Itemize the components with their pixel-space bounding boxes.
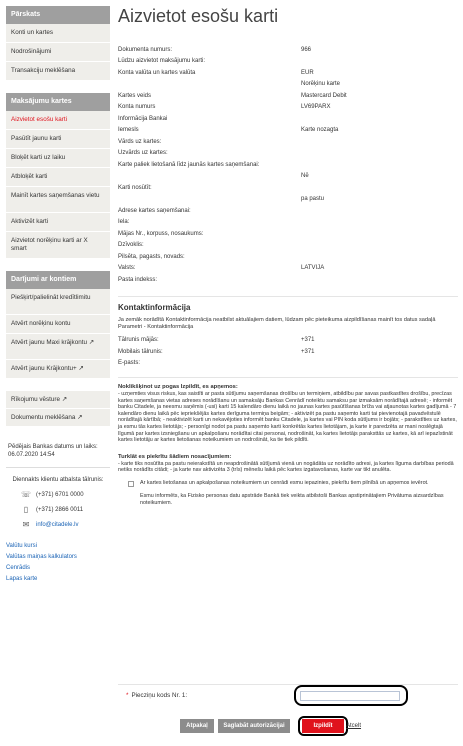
phone2-line (20, 505, 110, 514)
overview-panel-title: Pārskats (6, 6, 110, 24)
phone1-line (20, 490, 110, 499)
deals-panel-title: Darījumi ar kontiem (6, 271, 110, 289)
detail-label: Dokumenta numurs: (118, 46, 173, 53)
save-for-authorization-button[interactable]: Saglabāt autorizācijai (218, 719, 290, 733)
contact-value: +371 (301, 348, 315, 355)
phone-icon: ☏ (20, 490, 31, 499)
sidebar-item-activate-card[interactable]: Aktivizēt karti (6, 213, 110, 232)
execute-button-highlight (298, 716, 348, 736)
last-updated: Pēdējais Bankas datums un laiks: 06.07.2020 14:54 (6, 439, 110, 468)
support-email[interactable]: info@citadele.lv (36, 521, 79, 528)
email-line (20, 520, 110, 529)
sidebar-item-order-card[interactable]: Pasūtīt jaunu karti (6, 130, 110, 149)
code-label (126, 692, 187, 699)
terms2-text: - karte tiks nosūtīta pa pastu neierakstītā un neapdrošinātā sūtījumā vienā un nogādāta uz norādīto adresi, ja kartes līguma darbības periodā netiks norādīts citādi; - ja karte nav aktivizēta 3 (trīs) mēnešu laikā pēc kartes izgatavošanas, karte var tikt anulēta. (118, 460, 454, 474)
detail-label: Dzīvoklis: (118, 242, 144, 249)
detail-label: Uzvārds uz kartes: (118, 150, 168, 157)
detail-value: EUR (301, 69, 314, 76)
envelope-icon: ✉ (22, 520, 30, 529)
phone1: (+371) 6701 0000 (36, 491, 84, 498)
sidebar-item-replace-xsmart[interactable]: Aizvietot norēķinu karti ar X smart (6, 232, 110, 259)
link-price-list[interactable]: Cenrādis (6, 565, 31, 571)
detail-label: Lūdzu aizvietot maksājumu karti: (118, 58, 206, 65)
detail-label: Kartes veids (118, 92, 152, 99)
detail-value: Norēķinu karte (301, 81, 341, 88)
contact-label: Tālrunis mājās: (118, 337, 159, 344)
detail-label: Konta numurs (118, 104, 156, 111)
sidebar (6, 6, 110, 587)
sidebar-item-block-card[interactable]: Bloķēt karti uz laiku (6, 149, 110, 168)
terms1-text: - uzņemties visus riskus, kas saistīti ar pasta sūtījumu saņemšanas drošību un termiņiem, atbildību par savas pastkastītes drošību, precīzas kartes saņemšanas vietas adreses norādīšanu un samaksāju Bankas Cenrādī noteiktu samaksu par izmaksām norādītajā adresē; - informēt banku Citadele, ja neesmu saņēmis (-usi) karti 15 kalendāro dienu laikā no jaunas kartes pasūtīšanas brīža vai atjaunotas kartes gadījumā - 7 kalendāro dienu laikā pēc iepriekšējās kartes derīguma termiņa beigām; - aktivizēt pa pastu saņemto karti tai pievienotajā pavadvēstulē norādītajā kārtībā; - neaktivizēt karti un nekavējoties informēt banku Citadele, ja kartes vai PIN koda sūtījums ir bojāts; - parakstīties uz kartes, ja esmu tās kartes lietotājs; - personīgi nodot pa pastu saņemto karti konkrētās kartes lietotājam, ja karte ir paredzēta ar mani noslēgtajā līgumā par kartes izsniegšanu un apkalpošanu norādītai citai personai, nodrošināt, ka kartes lietotājs paraksttās uz kartes, kā arī iepazīstināt kartes lietotāju ar kartes lietošanas noteikumiem un nodrošināt, ka tie tiek pildīti. (118, 391, 457, 444)
link-sitemap[interactable]: Lapas karte (6, 576, 38, 582)
execute-button[interactable]: Izpildīt (302, 719, 344, 733)
back-button[interactable]: Atpakaļ (180, 719, 214, 733)
code-input-highlight (294, 685, 408, 706)
agree-terms-text: Ar kartes lietošanas un apkalpošanas noteikumiem un cenrādi esmu iepazinies, piekrītu tiem pilnībā un apņemos ievērot. (140, 479, 429, 486)
code-row (118, 684, 458, 708)
sidebar-item-credit-limit[interactable]: Piešķirt/palielināt kredītlimitu (6, 289, 110, 315)
detail-label: Valsts: (118, 265, 136, 272)
privacy-text: Esmu informēts, ka Fizisko personas datu apstrāde Bankā tiek veikta atbilstoši Bankas apstiprinātajiem Privātuma aizsardzības noteikumiem. (140, 492, 444, 506)
contact-value: +371 (301, 337, 315, 344)
detail-value: Mastercard Debit (301, 92, 347, 99)
required-marker: * (126, 692, 129, 699)
detail-value: Nē (301, 173, 309, 180)
action-buttons (118, 716, 458, 738)
mobile-icon: ▯ (23, 505, 29, 514)
detail-value: pa pastu (301, 196, 325, 203)
detail-value: LV69PARX (301, 104, 331, 111)
deals-panel (6, 271, 110, 379)
overview-panel (6, 6, 110, 81)
phone2: (+371) 2866 0011 (36, 506, 84, 513)
contact-label: Mobilais tālrunis: (118, 348, 163, 355)
detail-value: Karte nozagta (301, 127, 339, 134)
detail-label: Iela: (118, 219, 130, 226)
cards-panel-title: Maksājumu kartes (6, 93, 110, 111)
support-title: Diennakts klientu atbalsta tālrunis: (12, 477, 104, 483)
code-input[interactable] (300, 691, 400, 701)
sidebar-item-order-history[interactable]: Rīkojumu vēsture ↗ (6, 391, 110, 409)
sidebar-item-open-maxi[interactable]: Atvērt jaunu Maxi krājkontu ↗ (6, 334, 110, 360)
page-title: Aizvietot esošu karti (118, 6, 279, 26)
sidebar-item-replace-card[interactable]: Aizvietot esošu karti (6, 111, 110, 130)
sidebar-item-collaterals[interactable]: Nodrošinājumi (6, 43, 110, 62)
contact-section-title: Kontaktinformācija (118, 296, 458, 312)
link-currency-rates[interactable]: Valūtu kursi (6, 543, 37, 549)
contact-label: E-pasts: (118, 360, 141, 367)
terms1-title: Noklikšķinot uz pogas Izpildīt, es apņemos: (118, 384, 238, 390)
detail-label: Iemesls (118, 127, 139, 134)
detail-value: LATVIJA (301, 265, 325, 272)
link-exchange-calculator[interactable]: Valūtas maiņas kalkulators (6, 554, 77, 560)
detail-label: Vārds uz kartes: (118, 138, 162, 145)
detail-label: Informācija Bankai (118, 115, 168, 122)
detail-label: Konta valūta un kartes valūta (118, 69, 196, 76)
sidebar-item-unblock-card[interactable]: Atbloķēt karti (6, 168, 110, 187)
detail-label: Karti nosūtīt: (118, 184, 152, 191)
contact-info-text: Ja zemāk norādītā Kontaktinformācija neatbilst aktuālajiem datiem, lūdzam pēc pieteikuma aizpildīšanas mainīt tos datus sadaļā Parametri - Kontaktinformācija (118, 316, 436, 330)
detail-label: Mājas Nr., korpuss, nosaukums: (118, 230, 204, 237)
detail-label: Adrese kartes saņemšanai: (118, 207, 191, 214)
sidebar-item-transaction-search[interactable]: Transakciju meklēšana (6, 62, 110, 81)
code-label-text: Piecziņu kods Nr. 1: (131, 692, 188, 699)
sidebar-item-accounts-cards[interactable]: Konti un kartes (6, 24, 110, 43)
detail-value: 966 (301, 46, 312, 53)
sidebar-item-open-savings[interactable]: Atvērt jaunu Krājkontu+ ↗ (6, 360, 110, 379)
detail-label: Karte paliek lietošanā līdz jaunās kartes saņemšanai: (118, 161, 260, 168)
detail-label: Pilsēta, pagasts, novads: (118, 253, 185, 260)
cards-panel (6, 93, 110, 259)
cancel-link[interactable]: Atcelt (346, 723, 362, 729)
sidebar-item-open-account[interactable]: Atvērt norēķinu kontu (6, 315, 110, 334)
sidebar-item-change-pickup[interactable]: Mainīt kartes saņemšanas vietu (6, 187, 110, 213)
terms2-title: Turklāt es piekrītu šādiem nosacījumiem: (118, 453, 232, 460)
sidebar-item-document-search[interactable]: Dokumentu meklēšana ↗ (6, 409, 110, 427)
detail-label: Pasta indekss: (118, 276, 158, 283)
action-area (118, 0, 458, 746)
other-panel (6, 391, 110, 427)
footer-links (6, 543, 110, 582)
